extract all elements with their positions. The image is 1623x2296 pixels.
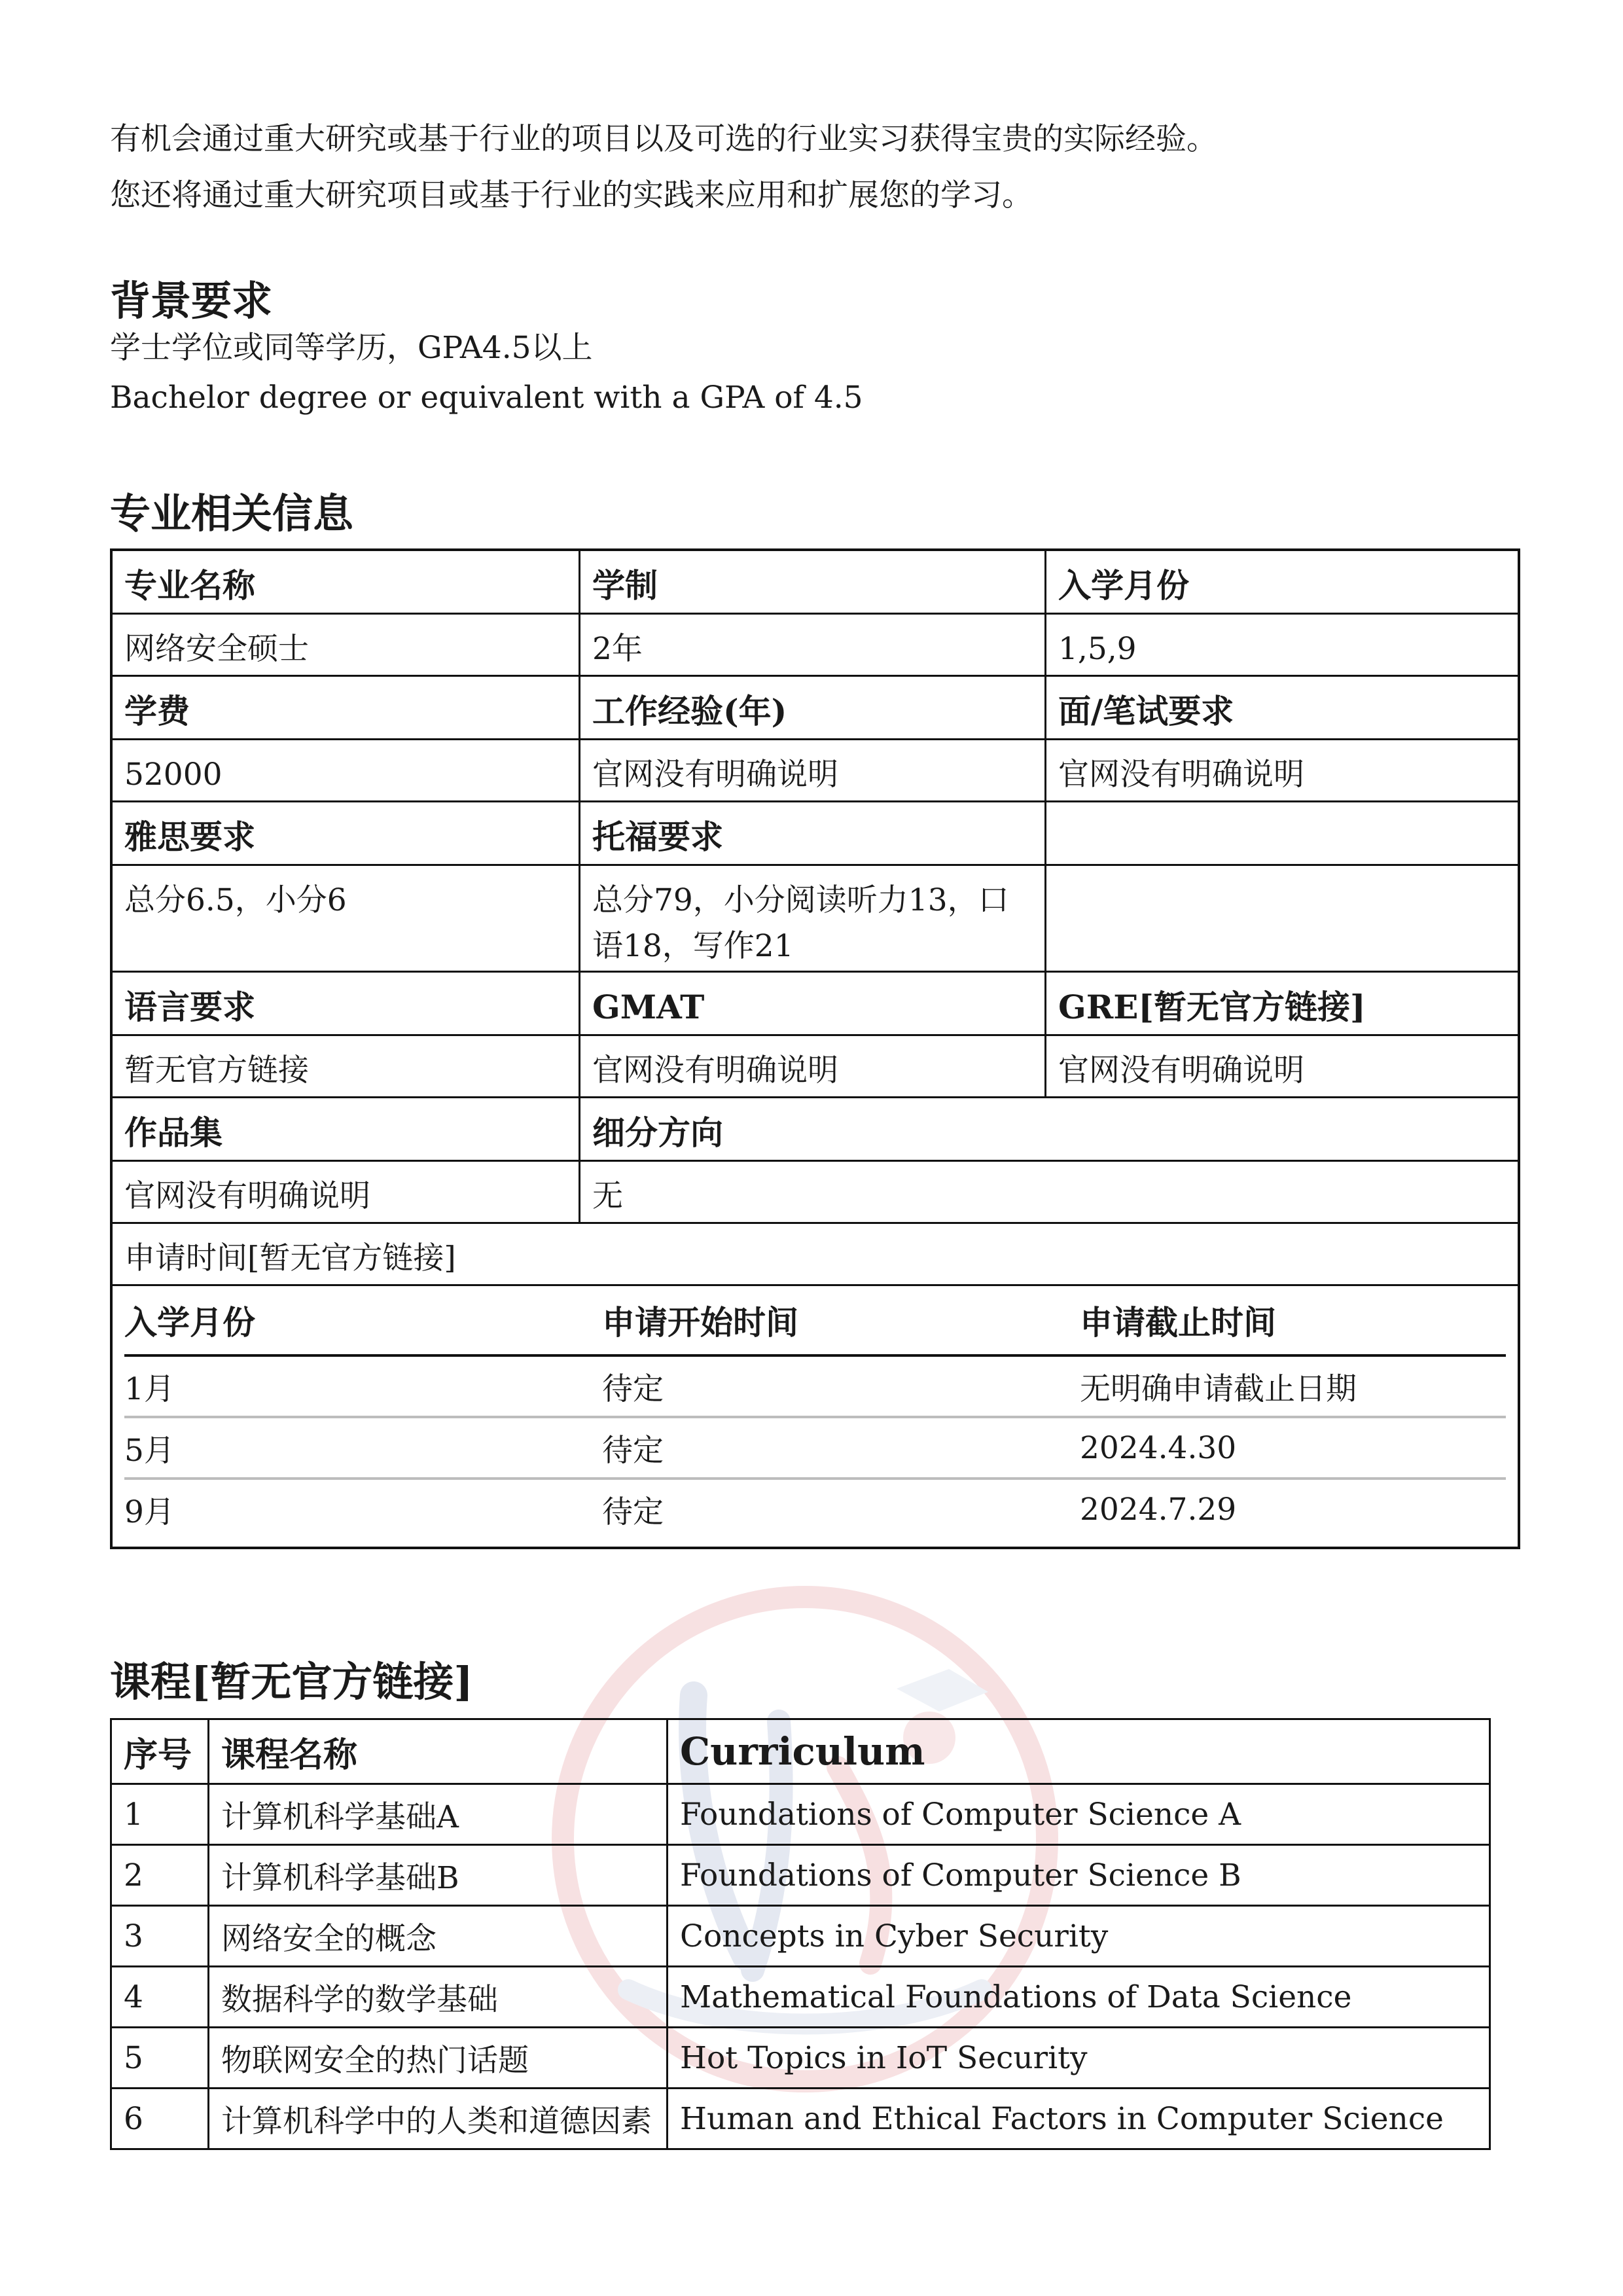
duration-value: 2年: [579, 615, 1044, 675]
application-time-label: 申请时间[暂无官方链接]: [124, 1240, 456, 1276]
deadline-row-sep: [124, 1479, 1506, 1539]
background-body: [110, 323, 863, 423]
info-header-row: [113, 551, 1518, 613]
info-value-row: [113, 613, 1518, 675]
deadline-section: [113, 1286, 1518, 1547]
program-name-label: 专业名称: [124, 566, 255, 605]
deadline-header: 入学月份: [124, 1286, 602, 1355]
info-value-row: [113, 1222, 1518, 1284]
ielts-label: 雅思要求: [124, 817, 255, 856]
info-header-row: [113, 971, 1518, 1034]
deadline-row-jan: [124, 1355, 1506, 1417]
work-experience-value: 官网没有明确说明: [579, 740, 1044, 800]
course-name-en: Hot Topics in IoT Security: [668, 2028, 1490, 2089]
course-name-en: Foundations of Computer Science B: [668, 1845, 1490, 1906]
deadline-cell: 待定: [602, 1355, 1080, 1417]
portfolio-label: 作品集: [124, 1113, 223, 1152]
deadline-header-row: [124, 1286, 1506, 1355]
ielts-value: 总分6.5，小分6: [124, 882, 347, 918]
intro-paragraph: [110, 111, 1517, 224]
course-index: 3: [111, 1906, 209, 1967]
tuition-value: 52000: [124, 757, 223, 793]
course-row: [111, 2028, 1490, 2089]
portfolio-value: 官网没有明确说明: [124, 1178, 370, 1214]
interview-label: 面/笔试要求: [1044, 677, 1518, 738]
background-heading: 背景要求: [110, 277, 273, 325]
info-value-row: [113, 1160, 1518, 1222]
program-name-value: 网络安全硕士: [124, 631, 309, 667]
course-name-zh: 计算机科学基础B: [209, 1845, 668, 1906]
course-name-zh: 物联网安全的热门话题: [209, 2028, 668, 2089]
info-header-row: [113, 1096, 1518, 1160]
course-name-zh: 计算机科学中的人类和道德因素: [209, 2089, 668, 2149]
course-name-en: Foundations of Computer Science A: [668, 1784, 1490, 1845]
empty-cell: [1044, 802, 1518, 864]
course-index: 2: [111, 1845, 209, 1906]
deadline-cell: 无明确申请截止日期: [1080, 1355, 1506, 1417]
course-name-en: Mathematical Foundations of Data Science: [668, 1967, 1490, 2028]
course-index: 1: [111, 1784, 209, 1845]
interview-value: 官网没有明确说明: [1044, 740, 1518, 800]
deadline-row: [113, 1284, 1518, 1547]
info-header-row: [113, 800, 1518, 864]
course-index: 6: [111, 2089, 209, 2149]
intake-label: 入学月份: [1044, 551, 1518, 613]
course-name-en: Human and Ethical Factors in Computer Science: [668, 2089, 1490, 2149]
duration-label: 学制: [579, 551, 1044, 613]
course-name-zh: 计算机科学基础A: [209, 1784, 668, 1845]
deadline-cell: 2024.4.30: [1080, 1417, 1506, 1479]
specialization-label: 细分方向: [579, 1098, 1518, 1160]
course-row: [111, 2089, 1490, 2149]
toefl-value: 总分79，小分阅读听力13，口语18，写作21: [579, 866, 1044, 971]
course-index: 4: [111, 1967, 209, 2028]
gre-label: GRE[暂无官方链接]: [1044, 973, 1518, 1034]
info-value-row: [113, 1034, 1518, 1096]
courses-table: [110, 1718, 1491, 2150]
empty-cell: [1044, 866, 1518, 971]
intro-line: 您还将通过重大研究项目或基于行业的实践来应用和扩展您的学习。: [110, 177, 1033, 213]
intake-value: 1,5,9: [1044, 615, 1518, 675]
deadline-cell: 1月: [124, 1355, 602, 1417]
course-row: [111, 1906, 1490, 1967]
info-value-row: [113, 864, 1518, 971]
courses-header-index: 序号: [111, 1719, 209, 1784]
gmat-label: GMAT: [579, 973, 1044, 1034]
courses-header-curriculum: Curriculum: [668, 1719, 1490, 1784]
deadline-header: 申请开始时间: [602, 1286, 1080, 1355]
course-name-zh: 网络安全的概念: [209, 1906, 668, 1967]
deadline-row-may: [124, 1417, 1506, 1479]
major-info-table: [110, 548, 1520, 1549]
background-line-en: Bachelor degree or equivalent with a GPA of 4.5: [110, 380, 863, 416]
language-value: 暂无官方链接: [124, 1052, 309, 1088]
courses-heading: 课程[暂无官方链接]: [110, 1658, 473, 1706]
deadline-cell: 5月: [124, 1417, 602, 1479]
deadline-cell: 待定: [602, 1494, 664, 1530]
courses-header-name: 课程名称: [209, 1719, 668, 1784]
deadline-cell: 待定: [602, 1417, 1080, 1479]
background-line-zh: 学士学位或同等学历，GPA4.5以上: [110, 330, 593, 366]
major-info-heading: 专业相关信息: [110, 490, 354, 537]
course-row: [111, 1967, 1490, 2028]
work-experience-label: 工作经验(年): [579, 677, 1044, 738]
course-name-en: Concepts in Cyber Security: [668, 1906, 1490, 1967]
course-row: [111, 1784, 1490, 1845]
courses-header-row: [111, 1719, 1490, 1784]
course-name-zh: 数据科学的数学基础: [209, 1967, 668, 2028]
intro-line: 有机会通过重大研究或基于行业的项目以及可选的行业实习获得宝贵的实际经验。: [110, 121, 1217, 157]
deadline-table: [124, 1286, 1506, 1539]
deadline-header: 申请截止时间: [1080, 1286, 1506, 1355]
course-row: [111, 1845, 1490, 1906]
gmat-value: 官网没有明确说明: [579, 1036, 1044, 1096]
course-index: 5: [111, 2028, 209, 2089]
deadline-cell: 2024.7.29: [1080, 1491, 1237, 1528]
deadline-cell: 9月: [124, 1494, 175, 1530]
toefl-label: 托福要求: [579, 802, 1044, 864]
specialization-value: 无: [579, 1162, 1518, 1222]
info-value-row: [113, 738, 1518, 800]
gre-value: 官网没有明确说明: [1044, 1036, 1518, 1096]
info-header-row: [113, 675, 1518, 738]
tuition-label: 学费: [124, 692, 190, 730]
language-label: 语言要求: [124, 988, 255, 1026]
